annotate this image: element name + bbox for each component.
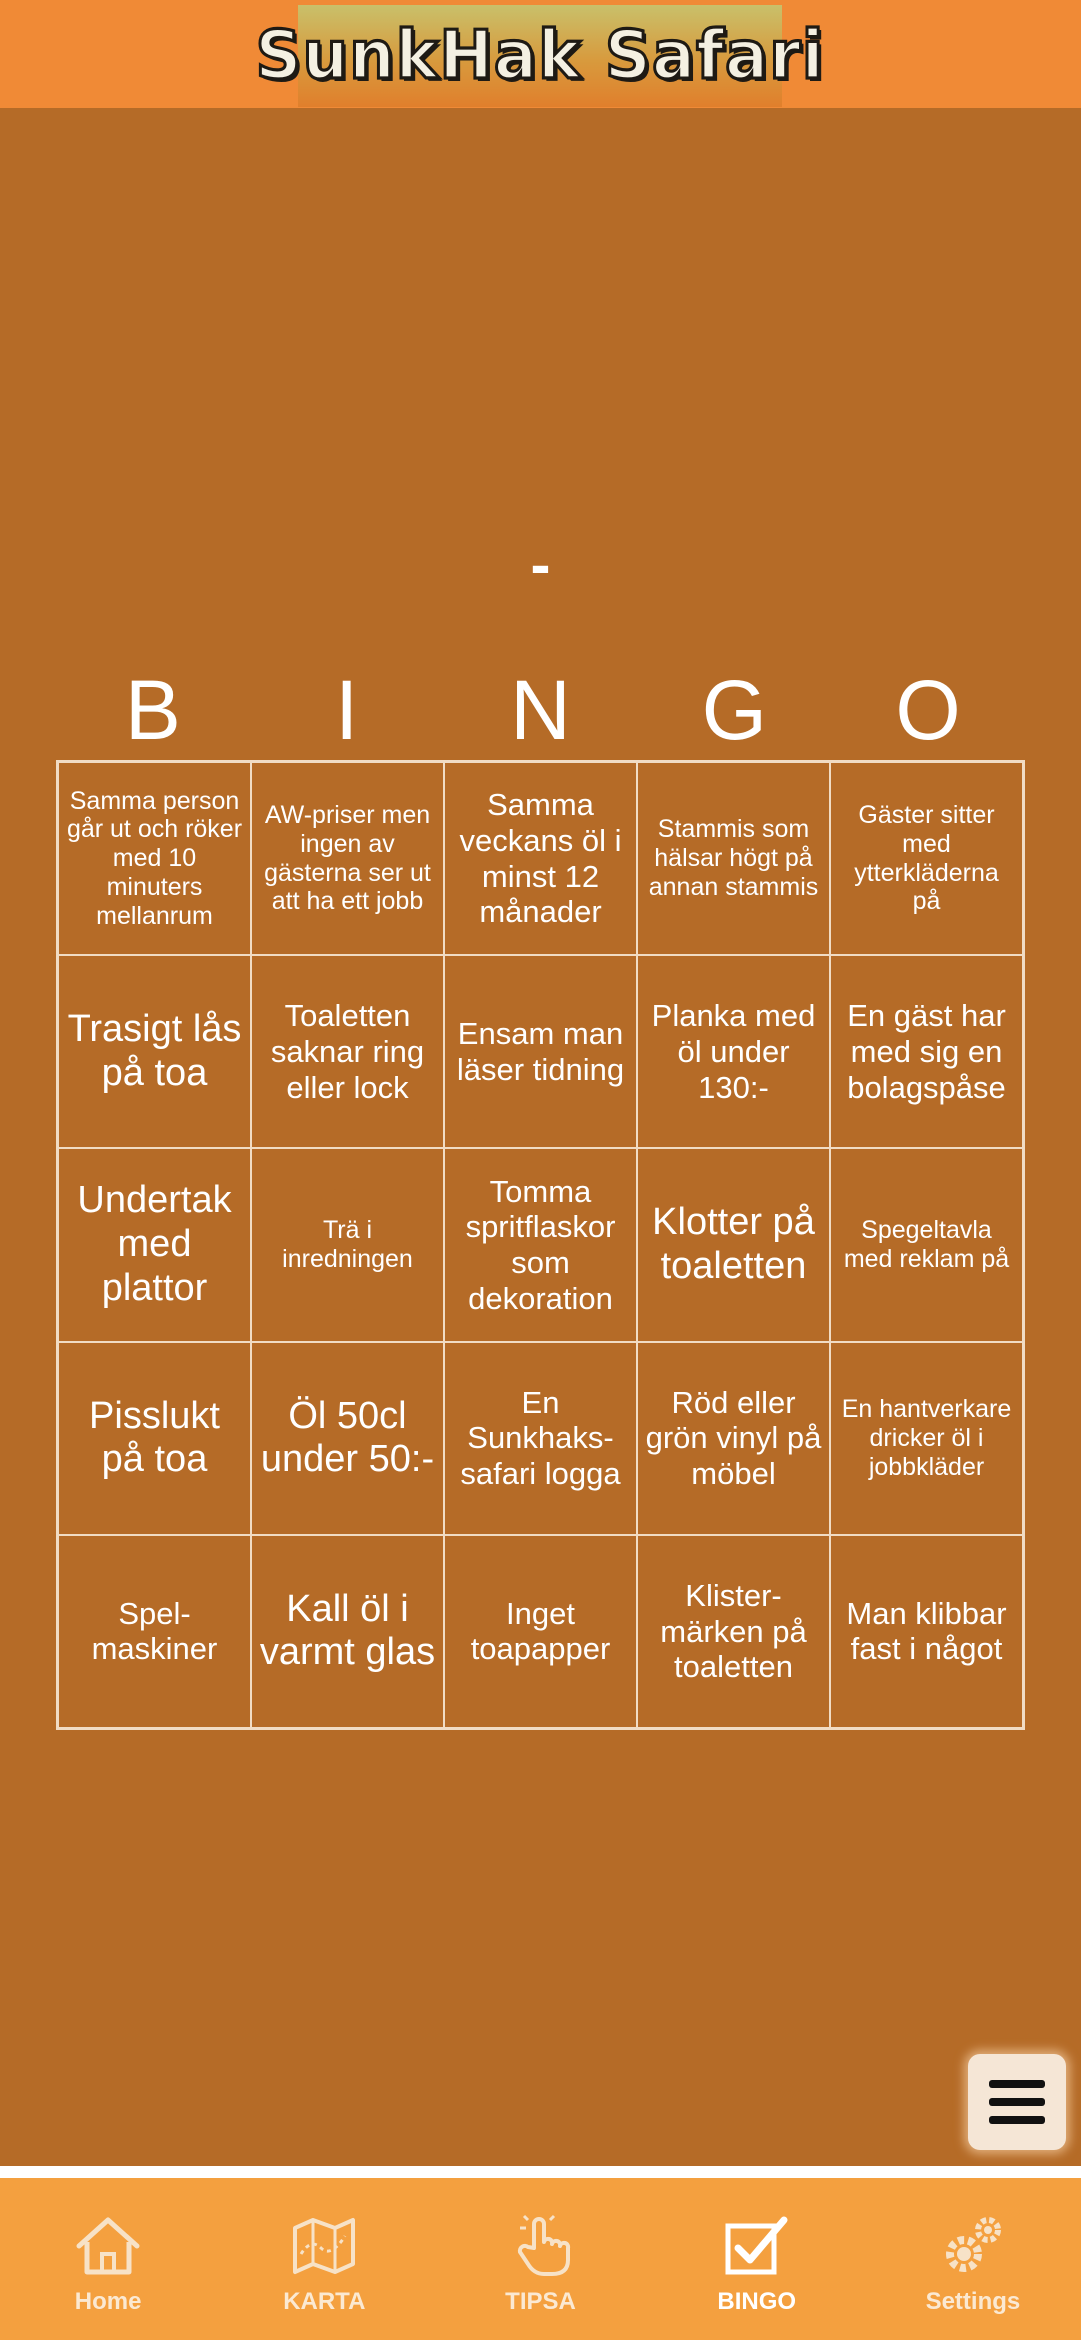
bingo-cell[interactable]: Gäster sitter med ytterkläderna på xyxy=(830,762,1023,955)
tabbar-divider xyxy=(0,2166,1081,2178)
bingo-cell[interactable]: Stammis som hälsar högt på annan stammis xyxy=(637,762,830,955)
bingo-board xyxy=(56,760,1025,1730)
bottom-tab-bar xyxy=(0,2178,1081,2340)
bingo-cell[interactable]: Pisslukt på toa xyxy=(58,1342,251,1535)
tab-tipsa[interactable] xyxy=(432,2178,648,2340)
hamburger-line xyxy=(989,2080,1045,2088)
bingo-cell[interactable]: Man klibbar fast i något xyxy=(830,1535,1023,1728)
bingo-cell[interactable]: Planka med öl under 130:- xyxy=(637,955,830,1148)
bingo-cell[interactable]: Spegeltavla med reklam på xyxy=(830,1148,1023,1341)
bingo-cell[interactable]: En Sunkhaks-safari logga xyxy=(444,1342,637,1535)
bingo-letter-b: B xyxy=(124,663,181,757)
bingo-cell[interactable]: Spel-maskiner xyxy=(58,1535,251,1728)
pointing-hand-icon xyxy=(506,2214,576,2278)
bingo-cell[interactable]: En hantverkare dricker öl i jobbkläder xyxy=(830,1342,1023,1535)
bingo-cell[interactable]: Ensam man läser tidning xyxy=(444,955,637,1148)
bingo-letters xyxy=(56,660,1025,760)
bingo-cell[interactable]: Trä i inredningen xyxy=(251,1148,444,1341)
hamburger-line xyxy=(989,2098,1045,2106)
bingo-cell[interactable]: Inget toapapper xyxy=(444,1535,637,1728)
home-icon xyxy=(73,2214,143,2278)
map-icon xyxy=(289,2214,359,2278)
tab-home[interactable] xyxy=(0,2178,216,2340)
tab-bingo-label: BINGO xyxy=(717,2288,797,2315)
bingo-cell[interactable]: Samma person går ut och röker med 10 minuters mellanrum xyxy=(58,762,251,955)
bingo-cell[interactable]: Röd eller grön vinyl på möbel xyxy=(637,1342,830,1535)
bingo-subtitle: - xyxy=(530,531,551,598)
bingo-cell[interactable]: Undertak med plattor xyxy=(58,1148,251,1341)
tab-home-label: Home xyxy=(74,2288,142,2315)
bingo-cell[interactable]: Trasigt lås på toa xyxy=(58,955,251,1148)
bingo-cell[interactable]: AW-priser men ingen av gästerna ser ut att ha ett jobb xyxy=(251,762,444,955)
bingo-cell[interactable]: Kall öl i varmt glas xyxy=(251,1535,444,1728)
tab-karta[interactable] xyxy=(216,2178,432,2340)
bingo-cell[interactable]: Klister-märken på toaletten xyxy=(637,1535,830,1728)
bingo-cell[interactable]: Tomma spritflaskor som dekoration xyxy=(444,1148,637,1341)
bingo-letter-g: G xyxy=(701,663,767,757)
bingo-cell[interactable]: Klotter på toaletten xyxy=(637,1148,830,1341)
checkbox-icon xyxy=(722,2214,792,2278)
sunkhak-safari-logo xyxy=(255,5,825,107)
tab-settings-label: Settings xyxy=(925,2288,1021,2315)
menu-button[interactable] xyxy=(968,2054,1066,2150)
tab-karta-label: KARTA xyxy=(283,2288,366,2315)
gears-icon xyxy=(938,2214,1008,2278)
bingo-cell[interactable]: Samma veckans öl i minst 12 månader xyxy=(444,762,637,955)
logo-text: SunkHak Safari xyxy=(255,17,825,95)
hamburger-line xyxy=(989,2116,1045,2124)
tab-tipsa-label: TIPSA xyxy=(505,2288,576,2315)
bingo-cell[interactable]: En gäst har med sig en bolagspåse xyxy=(830,955,1023,1148)
bingo-cell[interactable]: Toaletten saknar ring eller lock xyxy=(251,955,444,1148)
bingo-cell[interactable]: Öl 50cl under 50:- xyxy=(251,1342,444,1535)
tab-settings[interactable] xyxy=(865,2178,1081,2340)
bingo-letter-i: I xyxy=(335,663,359,757)
app-header xyxy=(0,0,1081,108)
tab-bingo[interactable] xyxy=(649,2178,865,2340)
bingo-letter-o: O xyxy=(895,663,961,757)
bingo-letter-n: N xyxy=(510,663,571,757)
